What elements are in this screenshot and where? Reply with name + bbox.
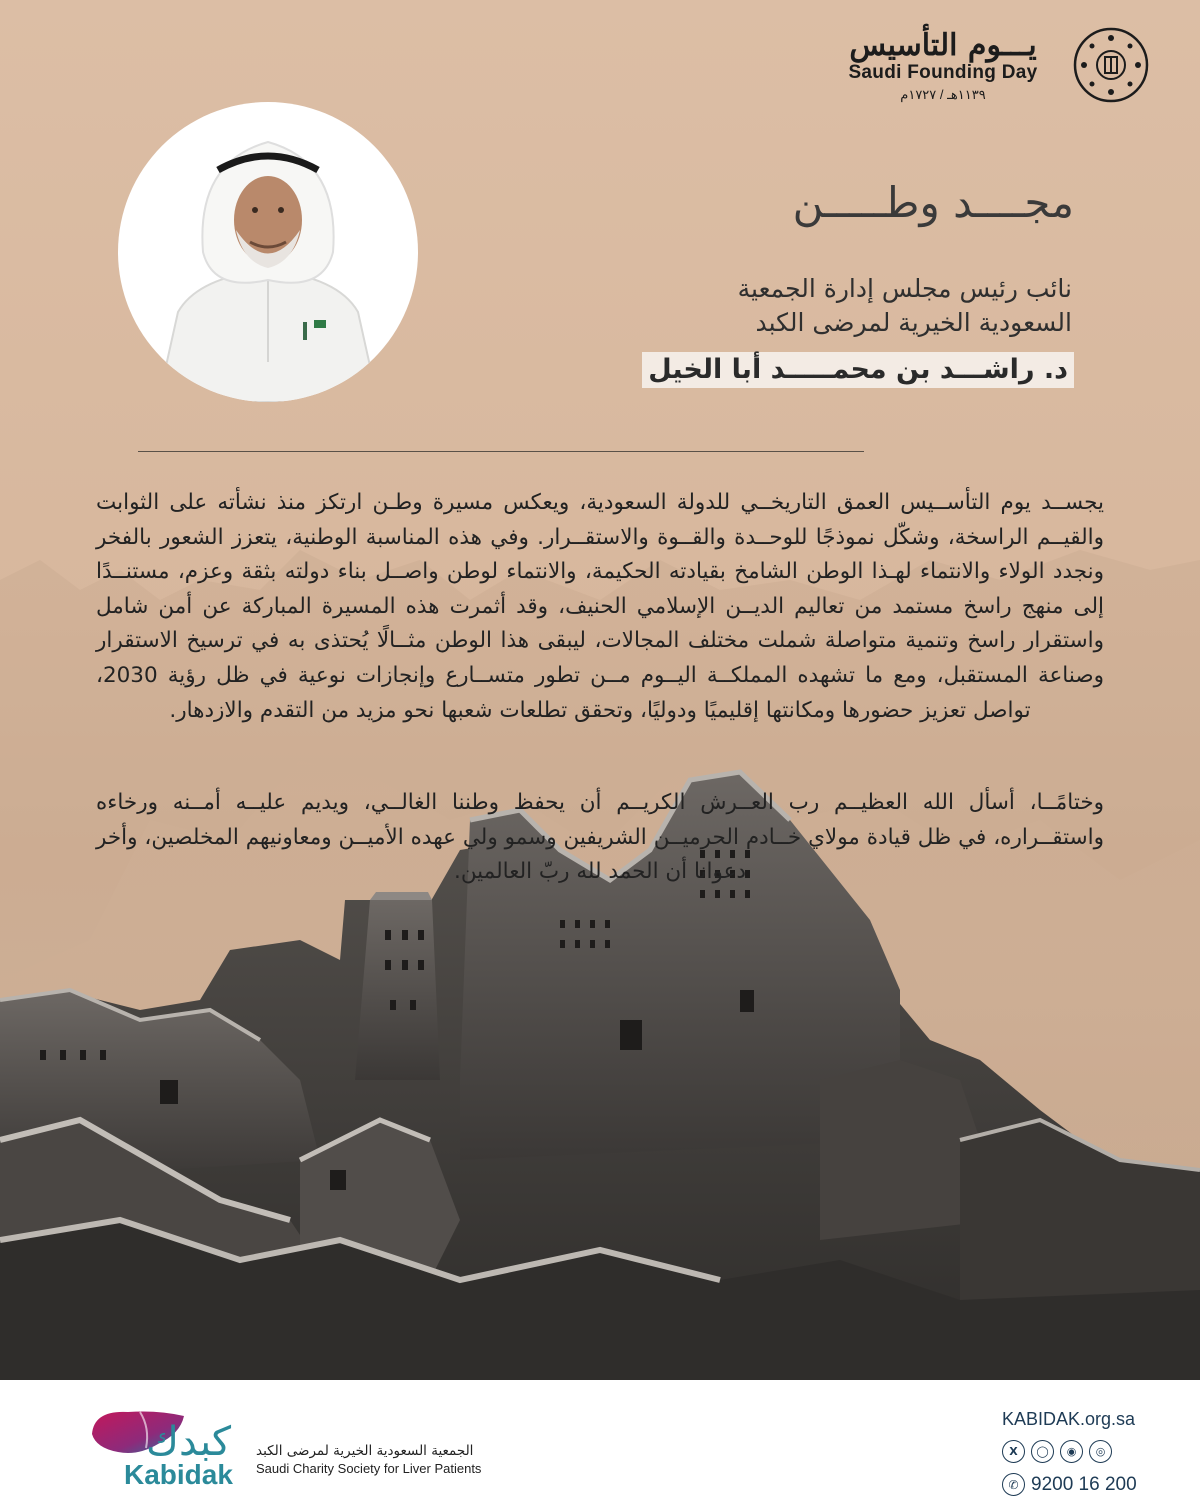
x-icon[interactable]: X [1002,1440,1025,1463]
phone-icon: ✆ [1002,1473,1025,1496]
organization-name [256,1442,481,1478]
kabidak-arabic-wordmark: كبدك [146,1419,232,1465]
footer [0,1380,1200,1500]
page-title: مجــــد وطـــــن [792,178,1074,227]
website-link[interactable]: KABIDAK.org.sa [1002,1409,1136,1429]
founding-day-english: Saudi Founding Day [848,62,1038,83]
speaker-name-wrap [642,352,1074,388]
role-line-2: السعودية الخيرية لمرضى الكبد [755,308,1072,337]
divider [138,451,864,452]
organization-name-arabic: الجمعية السعودية الخيرية لمرضى الكبد [256,1443,474,1459]
snapchat-icon[interactable]: ◯ [1031,1440,1054,1463]
contact-block [1002,1408,1152,1496]
article-paragraph-1: يجســد يوم التأســيس العمق التاريخــي للدولة السعودية، ويعكس مسيرة وطـن ارتكز منذ نشأته على الثوابت والقيــم الراسخة، وشكّل نموذجًا للوحــدة والقــوة والاستقــرار. وفي هذه المناسبة الوطنية، يتعزز الشعور بالفخر ونجدد الولاء والانتماء لهـذا الوطن الشامخ بقيادته الحكيمة، والانتماء لوطن واصــل بناء دولته بثقة وعزم، مستنــدًا إلى منهج راسخ مستمد من تعاليم الديــن الإسلامي الحنيف، وقد أثمرت هذه المسيرة المباركة عن أمن شامل واستقرار راسخ وتنمية متواصلة شملت مختلف المجالات، ليبقى هذا الوطن مثــالًا يُحتذى به في ترسيخ الاستقرار وصناعة المستقبل، ومع ما تشهده المملكــة اليــوم مــن تطور متســارع وإنجازات نوعية في ظل رؤية 2030، تواصل تعزيز حضورها ومكانتها إقليميًا ودوليًا، وتحقق تطلعات شعبها نحو مزيد من التقدم والازدهار. [96,490,1104,723]
speaker-name: د. راشـــد بن محمـــــد أبا الخيل [642,352,1074,388]
article-paragraph-2: وختامًــا، أسأل الله العظيــم رب العــرش الكريــم أن يحفظ وطننا الغالــي، ويديم عليــه أمــنه ورخاءه واستقــراره، في ظل قيادة مولاي خــادم الحرميــن الشريفين وسمو ولي عهده الأميــن ومعاونيهم المخلصين، وأخر دعوانا أن الحمد لله ربّ العالمين. [96,790,1104,885]
phone-contact[interactable] [1002,1473,1152,1496]
portrait-illustration [118,102,418,402]
role-line-1: نائب رئيس مجلس إدارة الجمعية [737,274,1072,303]
portrait-photo [118,102,418,402]
speaker-role [572,272,1072,340]
founding-day-logo [830,26,1150,106]
organization-name-english: Saudi Charity Society for Liver Patients [256,1461,482,1476]
founding-day-years: ١١٣٩هـ / ١٧٢٧م [900,87,986,102]
social-links [1002,1440,1152,1463]
kabidak-english-wordmark: Kabidak [124,1459,233,1490]
phone-number: 9200 16 200 [1031,1473,1137,1495]
instagram-icon[interactable]: ◉ [1060,1440,1083,1463]
founding-day-emblem-icon [1072,26,1150,104]
founding-day-text [828,30,1058,104]
founding-day-arabic: يـــوم التأسيس [849,28,1037,63]
globe-icon[interactable]: ◎ [1089,1440,1112,1463]
